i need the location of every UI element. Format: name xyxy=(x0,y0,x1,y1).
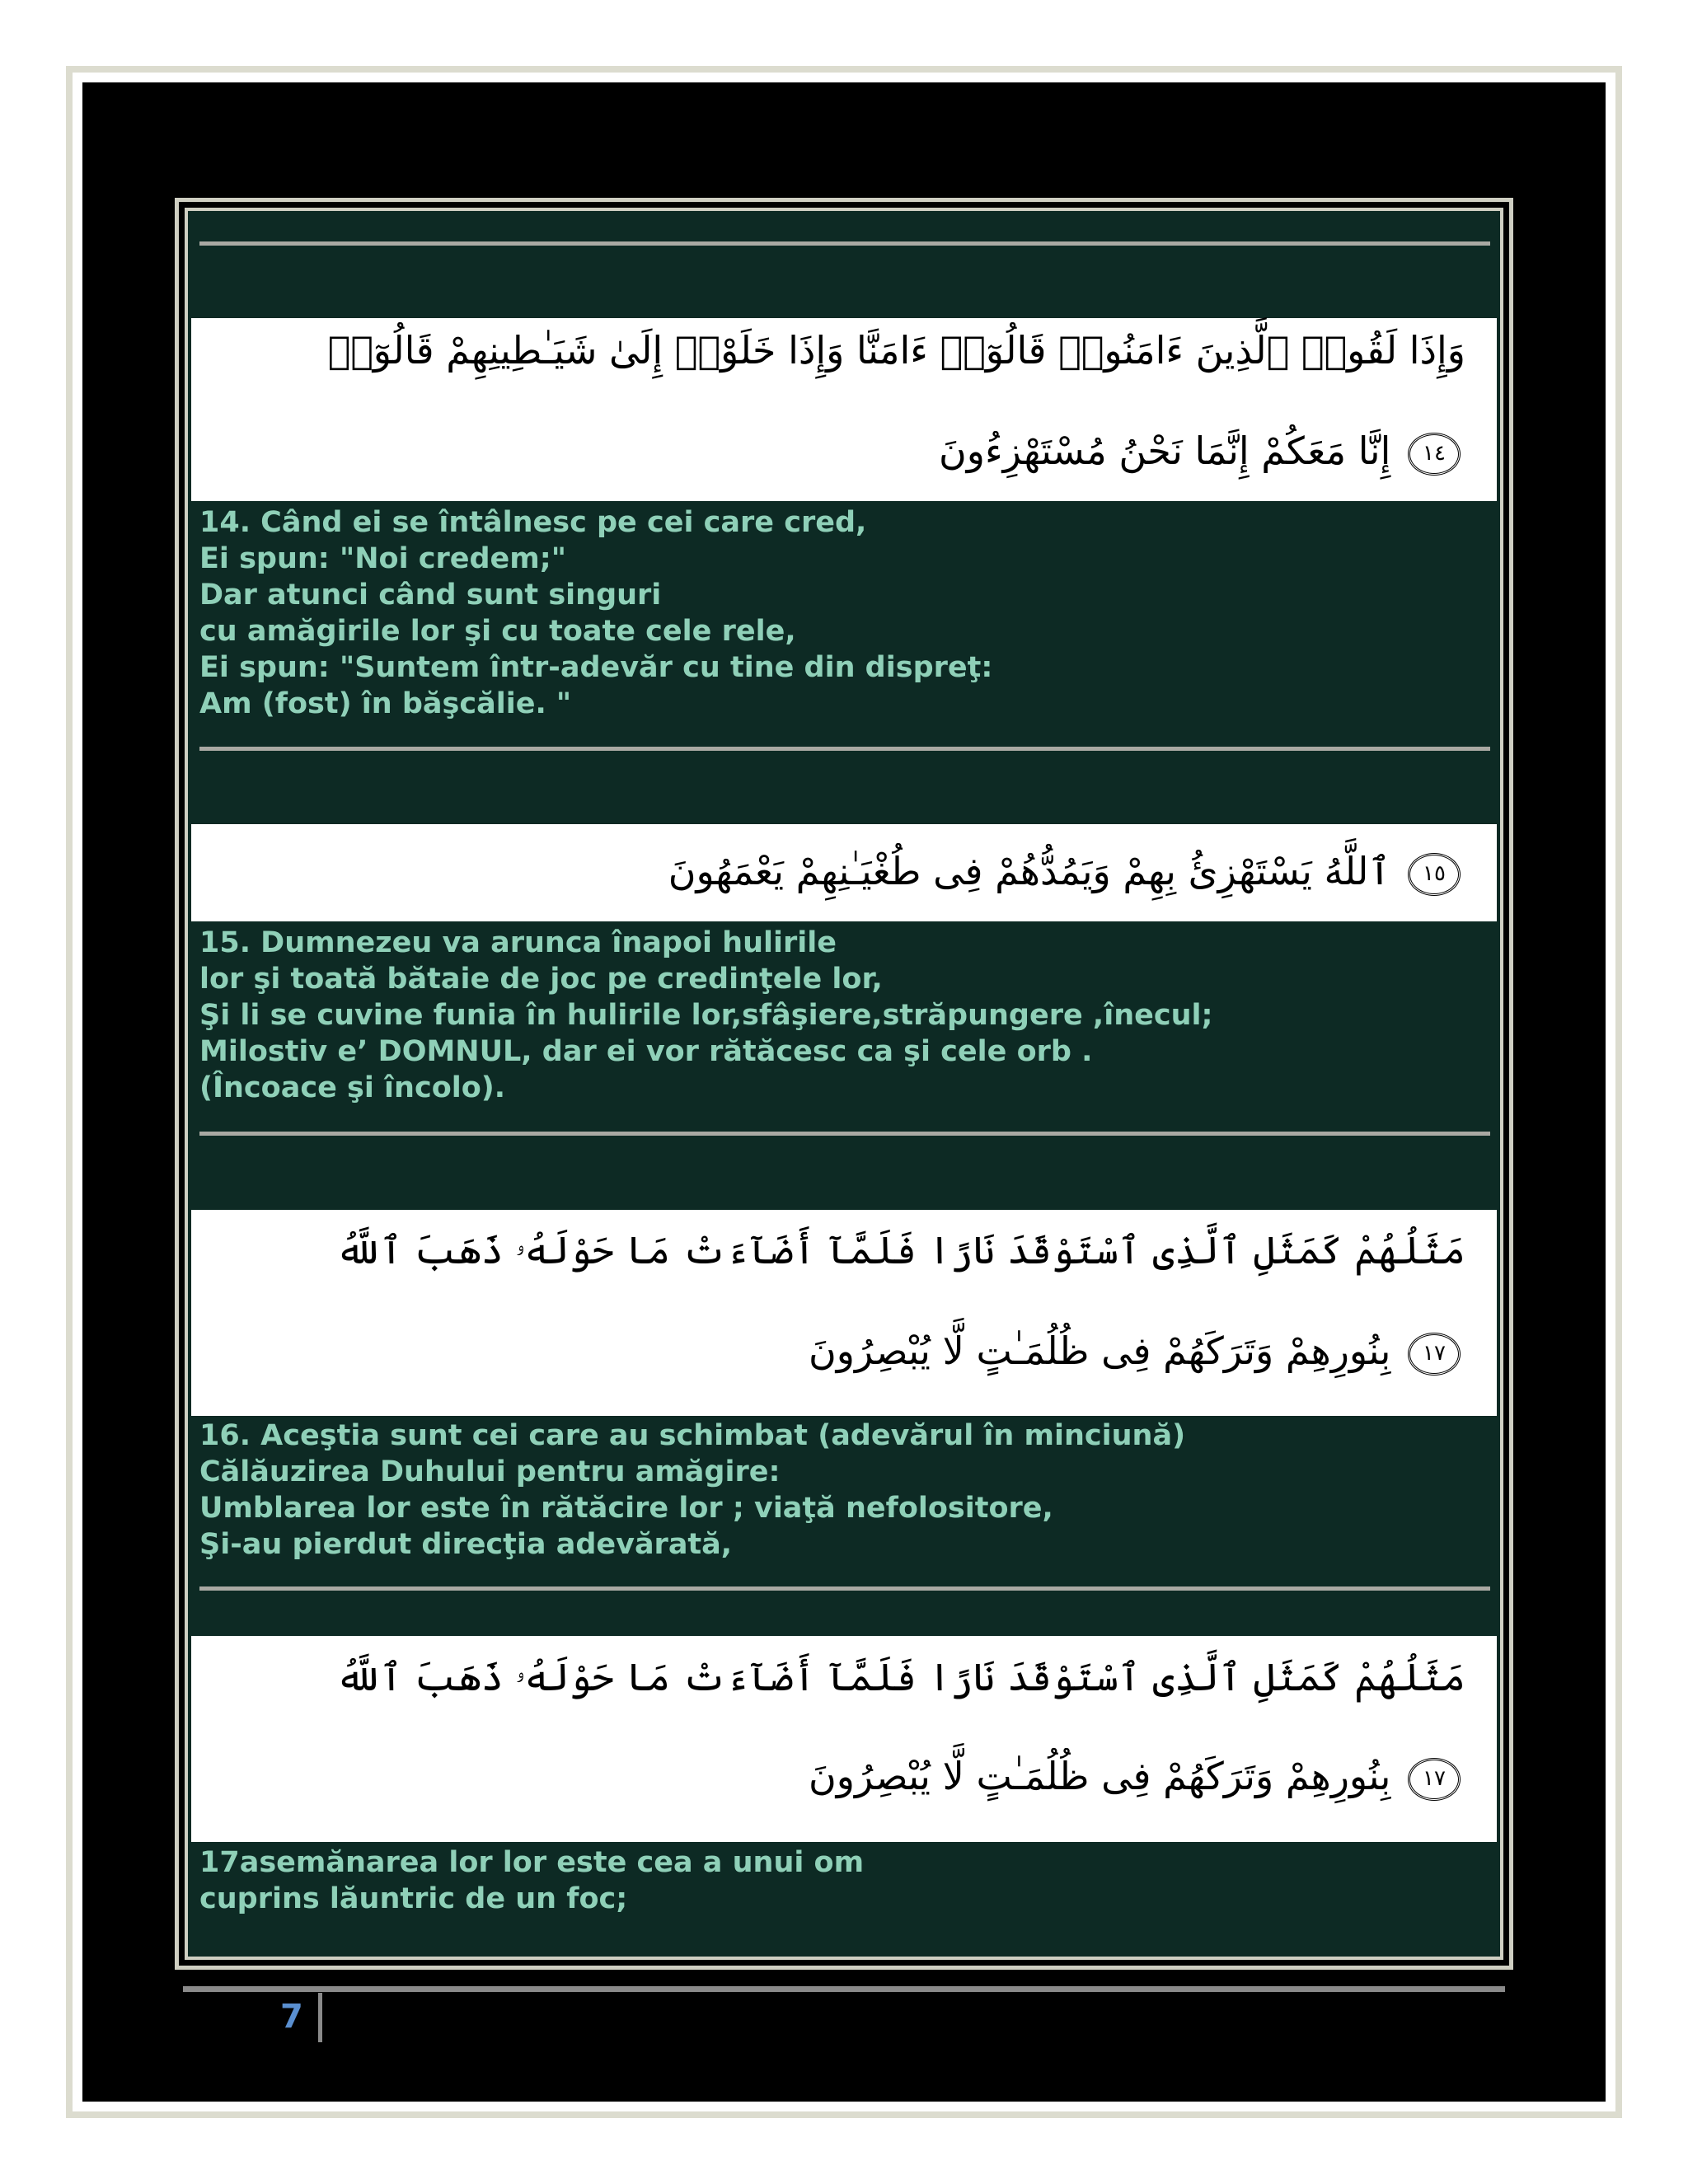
arabic-line: وَإِذَا لَقُوا۟ ٱلَّذِينَ ءَامَنُوا۟ قَالُوٓا۟ ءَامَنَّا وَإِذَا خَلَوْا۟ إِلَىٰ شَيَـٰطِينِهِمْ قَالُوٓا۟ xyxy=(327,328,1465,373)
translation-line: Ei spun: "Noi credem;" xyxy=(199,542,566,575)
translation-block xyxy=(199,1844,1485,1917)
translation-line: Am (fost) în băşcălie. " xyxy=(199,687,572,720)
translation-line: cu amăgirile lor şi cu toate cele rele, xyxy=(199,615,796,648)
arabic-line xyxy=(668,849,1465,896)
page-number: 7 xyxy=(280,1998,303,2036)
verse-number-icon: ١٤ xyxy=(1408,433,1461,476)
divider xyxy=(199,241,1490,246)
translation-block xyxy=(199,1418,1485,1563)
divider xyxy=(199,1586,1490,1591)
translation-line: 15. Dumnezeu va arunca înapoi hulirile xyxy=(199,926,837,959)
translation-line: 16. Aceştia sunt cei care au schimbat (adevărul în minciună) xyxy=(199,1419,1186,1452)
divider xyxy=(199,1132,1490,1136)
arabic-line: مَثَلُهُمْ كَمَثَلِ ٱلَّذِى ٱسْتَوْقَدَ نَارًا فَلَمَّآ أَضَآءَتْ مَا حَوْلَهُۥ ذَهَبَ ٱللَّهُ xyxy=(335,1655,1465,1699)
arabic-line: مَثَلُهُمْ كَمَثَلِ ٱلَّذِى ٱسْتَوْقَدَ نَارًا فَلَمَّآ أَضَآءَتْ مَا حَوْلَهُۥ ذَهَبَ ٱللَّهُ xyxy=(335,1228,1465,1272)
translation-line: lor şi toată bătaie de joc pe credinţele lor, xyxy=(199,963,883,996)
translation-block xyxy=(199,504,1485,722)
arabic-line xyxy=(809,1329,1465,1376)
page-number-divider xyxy=(318,1993,322,2042)
arabic-line xyxy=(939,429,1465,476)
divider xyxy=(199,747,1490,751)
translation-line: cuprins lăuntric de un foc; xyxy=(199,1882,628,1915)
translation-line: Dar atunci când sunt singuri xyxy=(199,579,662,612)
translation-line: Călăuzirea Duhului pentru amăgire: xyxy=(199,1455,781,1488)
verse-number-icon: ١٧ xyxy=(1408,1333,1461,1376)
translation-line: 14. Când ei se întâlnesc pe cei care cred, xyxy=(199,506,867,539)
translation-line: Şi li se cuvine funia în hulirile lor,sfâşiere,străpungere ,înecul; xyxy=(199,999,1213,1032)
translation-line: 17asemănarea lor lor este cea a unui om xyxy=(199,1846,865,1879)
verse-number-icon: ١٥ xyxy=(1408,853,1461,896)
arabic-line-text: إِنَّا مَعَكُمْ إِنَّمَا نَحْنُ مُسْتَهْزِءُونَ xyxy=(938,429,1391,473)
verse-number-icon: ١٧ xyxy=(1408,1758,1461,1801)
translation-block xyxy=(199,925,1485,1106)
translation-line: Milostiv e’ DOMNUL, dar ei vor rătăcesc ca şi cele orb . xyxy=(199,1035,1093,1068)
arabic-line-text: بِنُورِهِمْ وَتَرَكَهُمْ فِى ظُلُمَـٰتٍ لَّا يُبْصِرُونَ xyxy=(809,1754,1391,1798)
footer-line xyxy=(183,1986,1505,1992)
translation-line: Umblarea lor este în rătăcire lor ; viaţă nefolositore, xyxy=(199,1492,1053,1525)
arabic-line xyxy=(809,1754,1465,1801)
arabic-line-text: ٱللَّهُ يَسْتَهْزِئُ بِهِمْ وَيَمُدُّهُمْ فِى طُغْيَـٰنِهِمْ يَعْمَهُونَ xyxy=(668,849,1391,893)
translation-line: Ei spun: "Suntem într-adevăr cu tine din dispreţ: xyxy=(199,651,993,684)
translation-line: Şi-au pierdut direcţia adevărată, xyxy=(199,1528,733,1561)
translation-line: (Încoace şi încolo). xyxy=(199,1071,506,1104)
arabic-line-text: بِنُورِهِمْ وَتَرَكَهُمْ فِى ظُلُمَـٰتٍ لَّا يُبْصِرُونَ xyxy=(809,1329,1391,1373)
